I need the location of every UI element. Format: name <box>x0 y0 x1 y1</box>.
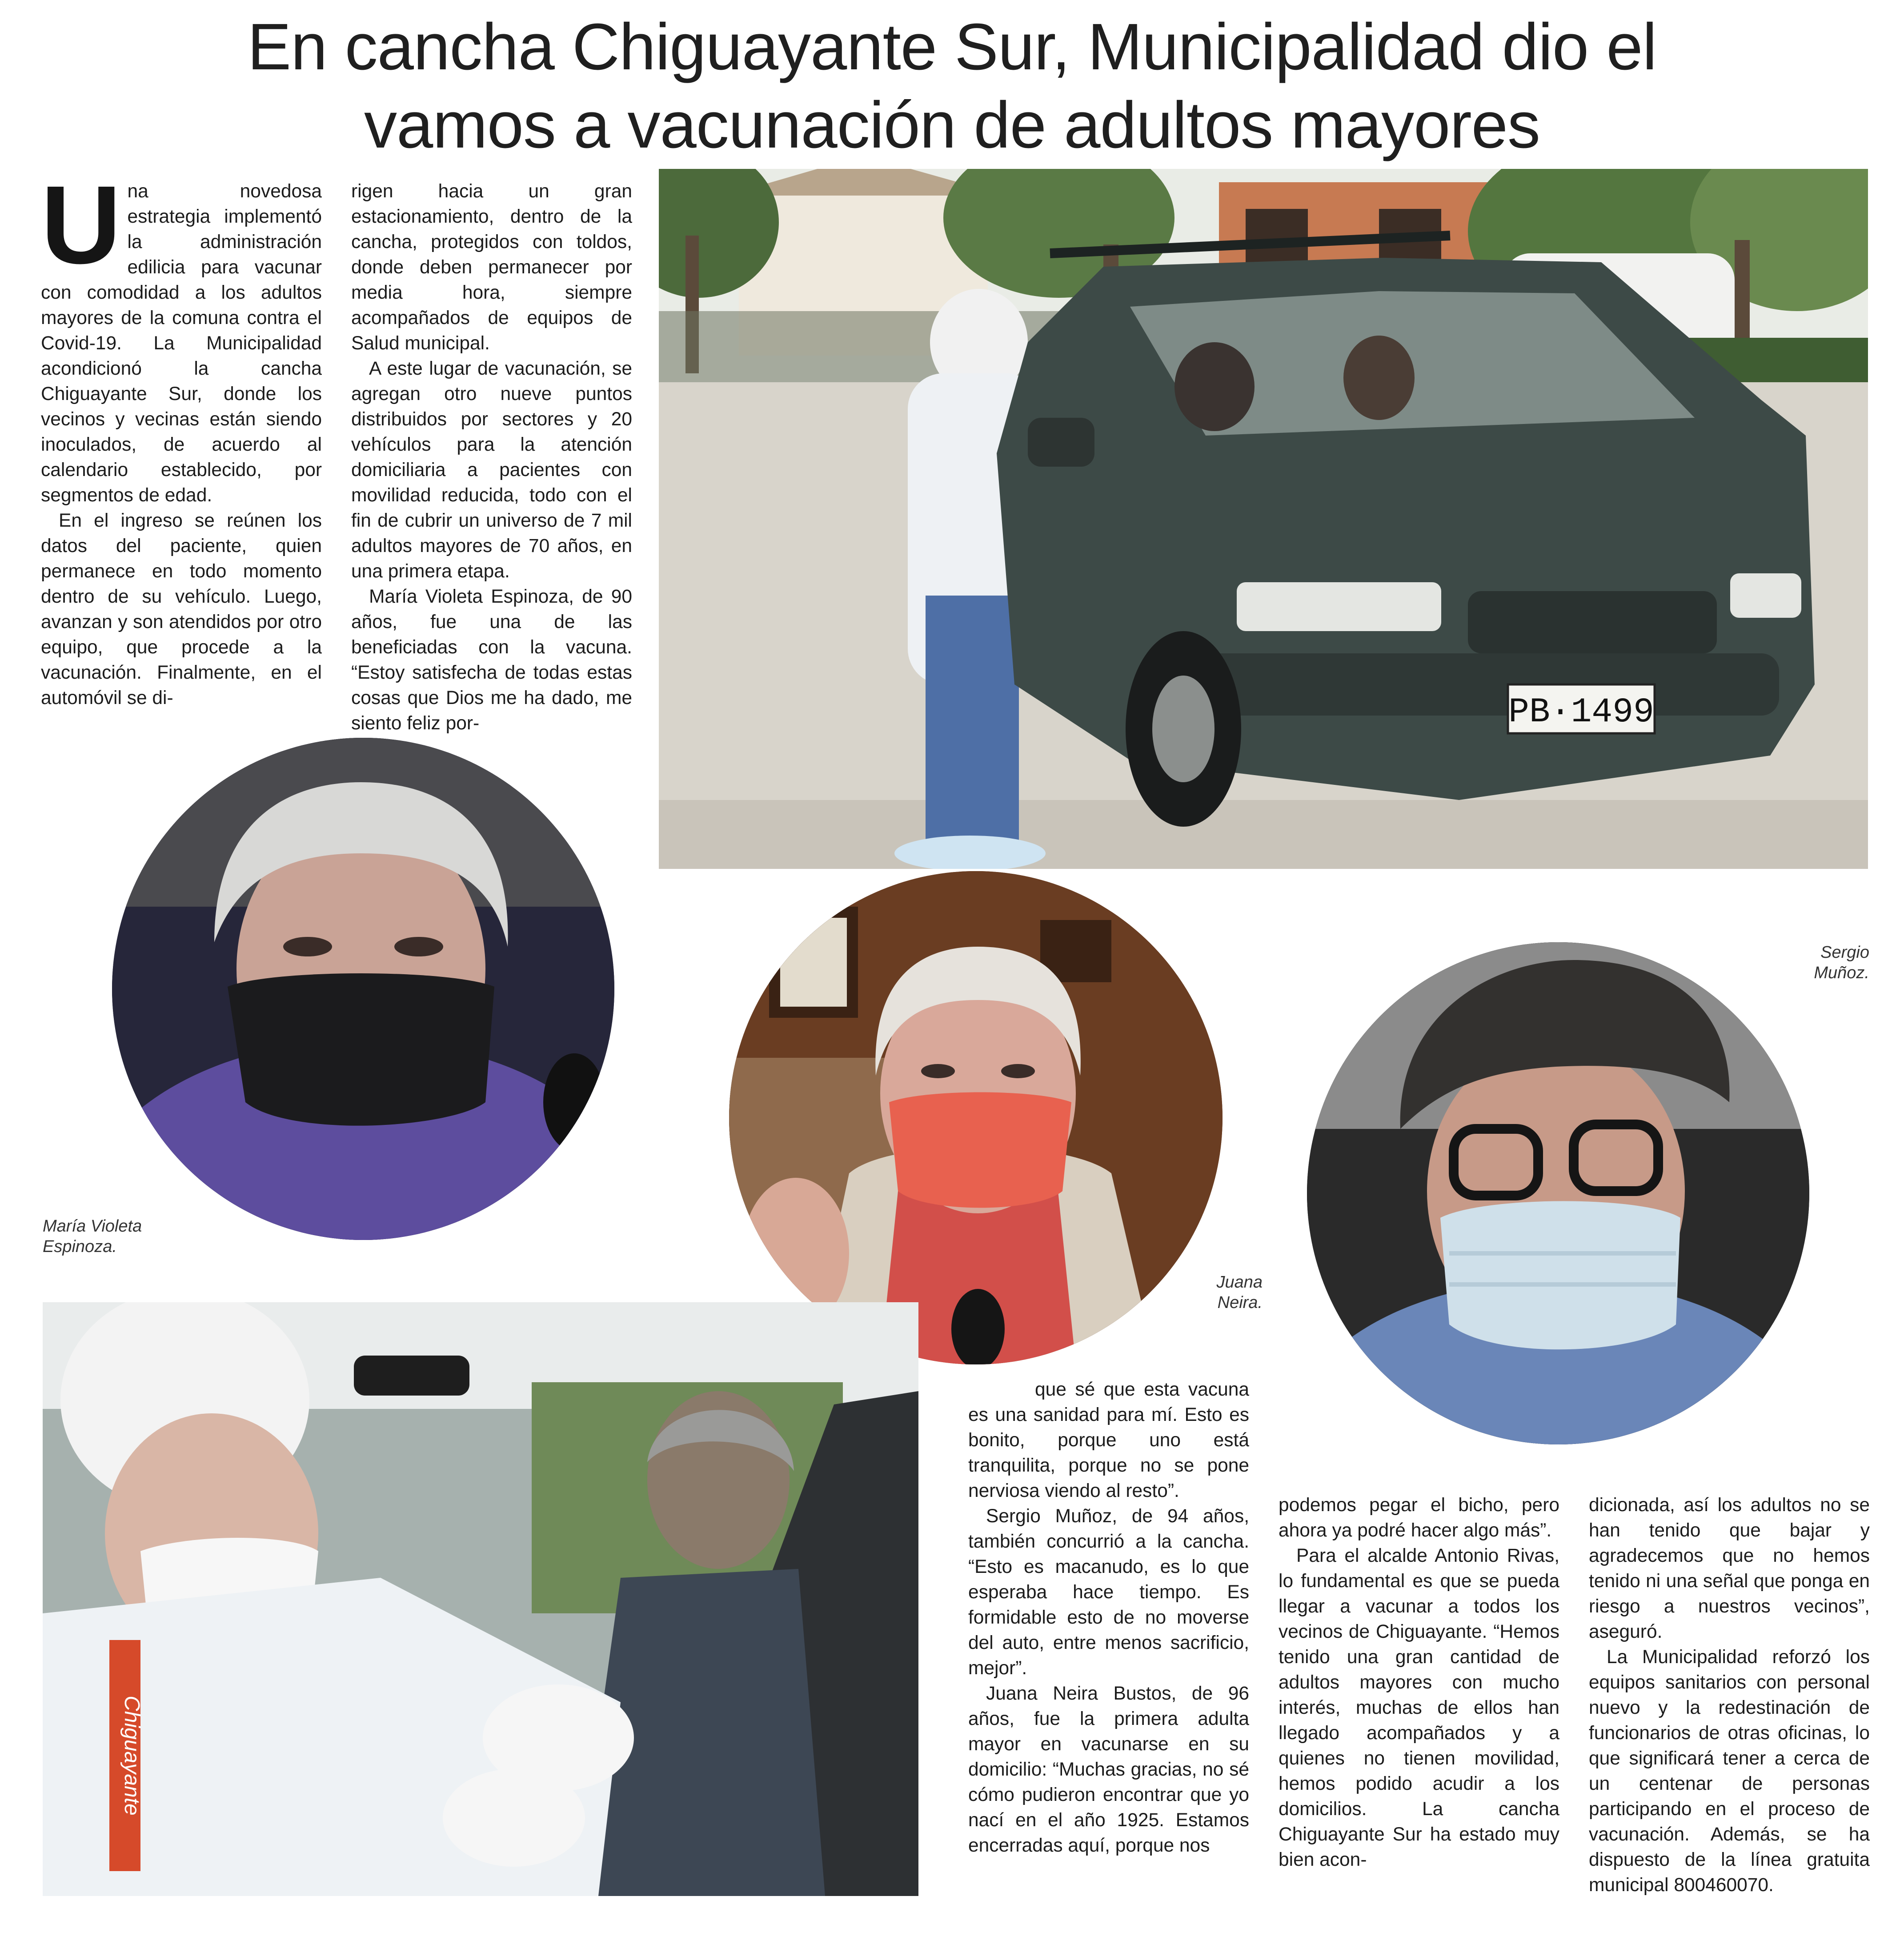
paragraph: María Violeta Espinoza, de 90 años, fue una de las beneficiadas con la vacuna. “Estoy satisfecha de todas estas cosas que Dios me ha dado, me siento feliz por- <box>351 586 632 734</box>
article-column-2 <box>351 179 632 736</box>
caption-line: Juana <box>1216 1273 1263 1292</box>
paragraph: dicionada, así los adultos no se han tenido que bajar y agradecemos que no hemos tenido ni una señal que ponga en riesgo a nuestros vecinos”, aseguró. <box>1589 1495 1870 1642</box>
paragraph: Sergio Muñoz, de 94 años, también concurrió a la cancha. “Esto es macanudo, es lo que esperaba hace tiempo. Es formidable esto de no moverse del auto, entre menos sacrificio, mejor”. <box>968 1506 1249 1679</box>
paragraph: podemos pegar el bicho, pero ahora ya podré hacer algo más”. <box>1279 1495 1559 1541</box>
caption-line: Sergio <box>1820 943 1869 962</box>
photo-sergio-munoz <box>1307 942 1809 1444</box>
license-plate-text: PB·1499 <box>1508 693 1654 732</box>
article-column-1 <box>41 163 322 711</box>
paragraph: Juana Neira Bustos, de 96 años, fue la primera adulta mayor en vacunarse en su domicilio: “Muchas gracias, no sé cómo pudieron encontrar que yo nací en el año 1925. Estamos encerradas aquí, porque nos <box>968 1683 1249 1856</box>
article-column-3 <box>968 1377 1249 1858</box>
paragraph: que sé que esta vacuna es una sanidad para mí. Esto es bonito, porque uno está tranquilita, porque no se pone nerviosa viendo al resto”. <box>968 1379 1249 1501</box>
photo-nurse-vaccinating-driver <box>43 1302 918 1896</box>
caption-juana-neira <box>1182 1272 1263 1313</box>
drop-cap: U <box>41 163 121 287</box>
paragraph: En el ingreso se reúnen los datos del paciente, quien permanece en todo momento dentro de su vehículo. Luego, avanzan y son atendidos por otro equipo, que procede a la vacunación. Finalmente, en el automóvil se di- <box>41 510 322 708</box>
headline-line-2: vamos a vacunación de adultos mayores <box>364 88 1540 162</box>
headline <box>36 8 1868 164</box>
photo-juana-neira <box>729 871 1223 1364</box>
headline-line-1: En cancha Chiguayante Sur, Municipalidad dio el <box>247 10 1657 84</box>
caption-sergio-munoz <box>1778 942 1869 983</box>
paragraph: rigen hacia un gran estacionamiento, dentro de la cancha, protegidos con toldos, donde deben permanecer por media hora, siempre acompañados de equipos de Salud municipal. <box>351 181 632 354</box>
caption-line: Neira. <box>1217 1293 1263 1312</box>
paragraph: La Municipalidad reforzó los equipos sanitarios con personal nuevo y la redestinación de funcionarios de otras oficinas, lo que significará tener a cerca de un centenar de personas participando en el proceso de vacunación. Además, se ha dispuesto de la línea gratuita municipal 800460070. <box>1589 1647 1870 1896</box>
lanyard-text: Chiguayante <box>120 1696 144 1816</box>
photo-maria-violeta-espinoza <box>112 738 614 1240</box>
photo-car-vaccination <box>659 169 1868 869</box>
paragraph: A este lugar de vacunación, se agregan otro nueve puntos distribuidos por sectores y 20 vehículos para la atención domiciliaria a pacientes con movilidad reducida, todo con el fin de cubrir un universo de 7 mil adultos mayores de 70 años, en una primera etapa. <box>351 358 632 582</box>
caption-maria-violeta <box>43 1216 189 1257</box>
caption-line: María Violeta <box>43 1217 142 1236</box>
caption-line: Espinoza. <box>43 1237 117 1256</box>
article-column-4 <box>1279 1492 1559 1872</box>
caption-line: Muñoz. <box>1814 964 1869 982</box>
article-column-5 <box>1589 1492 1870 1898</box>
paragraph: Para el alcalde Antonio Rivas, lo fundamental es que se pueda llegar a vacunar a todos los vecinos de Chiguayante. “Hemos tenido una gran cantidad de adultos mayores con mucho interés, muchas de ellos han llegado acompañados y a quienes no tienen movilidad, hemos podido acudir a los domicilios. La cancha Chiguayante Sur ha estado muy bien acon- <box>1279 1545 1559 1870</box>
paragraph: na novedosa estrategia implementó la administración edilicia para vacunar con comodidad a los adultos mayores de la comuna contra el Covid-19. La Municipalidad acondicionó la cancha Chiguayante Sur, donde los vecinos y vecinas están siendo inoculados, de acuerdo al calendario establecido, por segmentos de edad. <box>41 181 322 506</box>
